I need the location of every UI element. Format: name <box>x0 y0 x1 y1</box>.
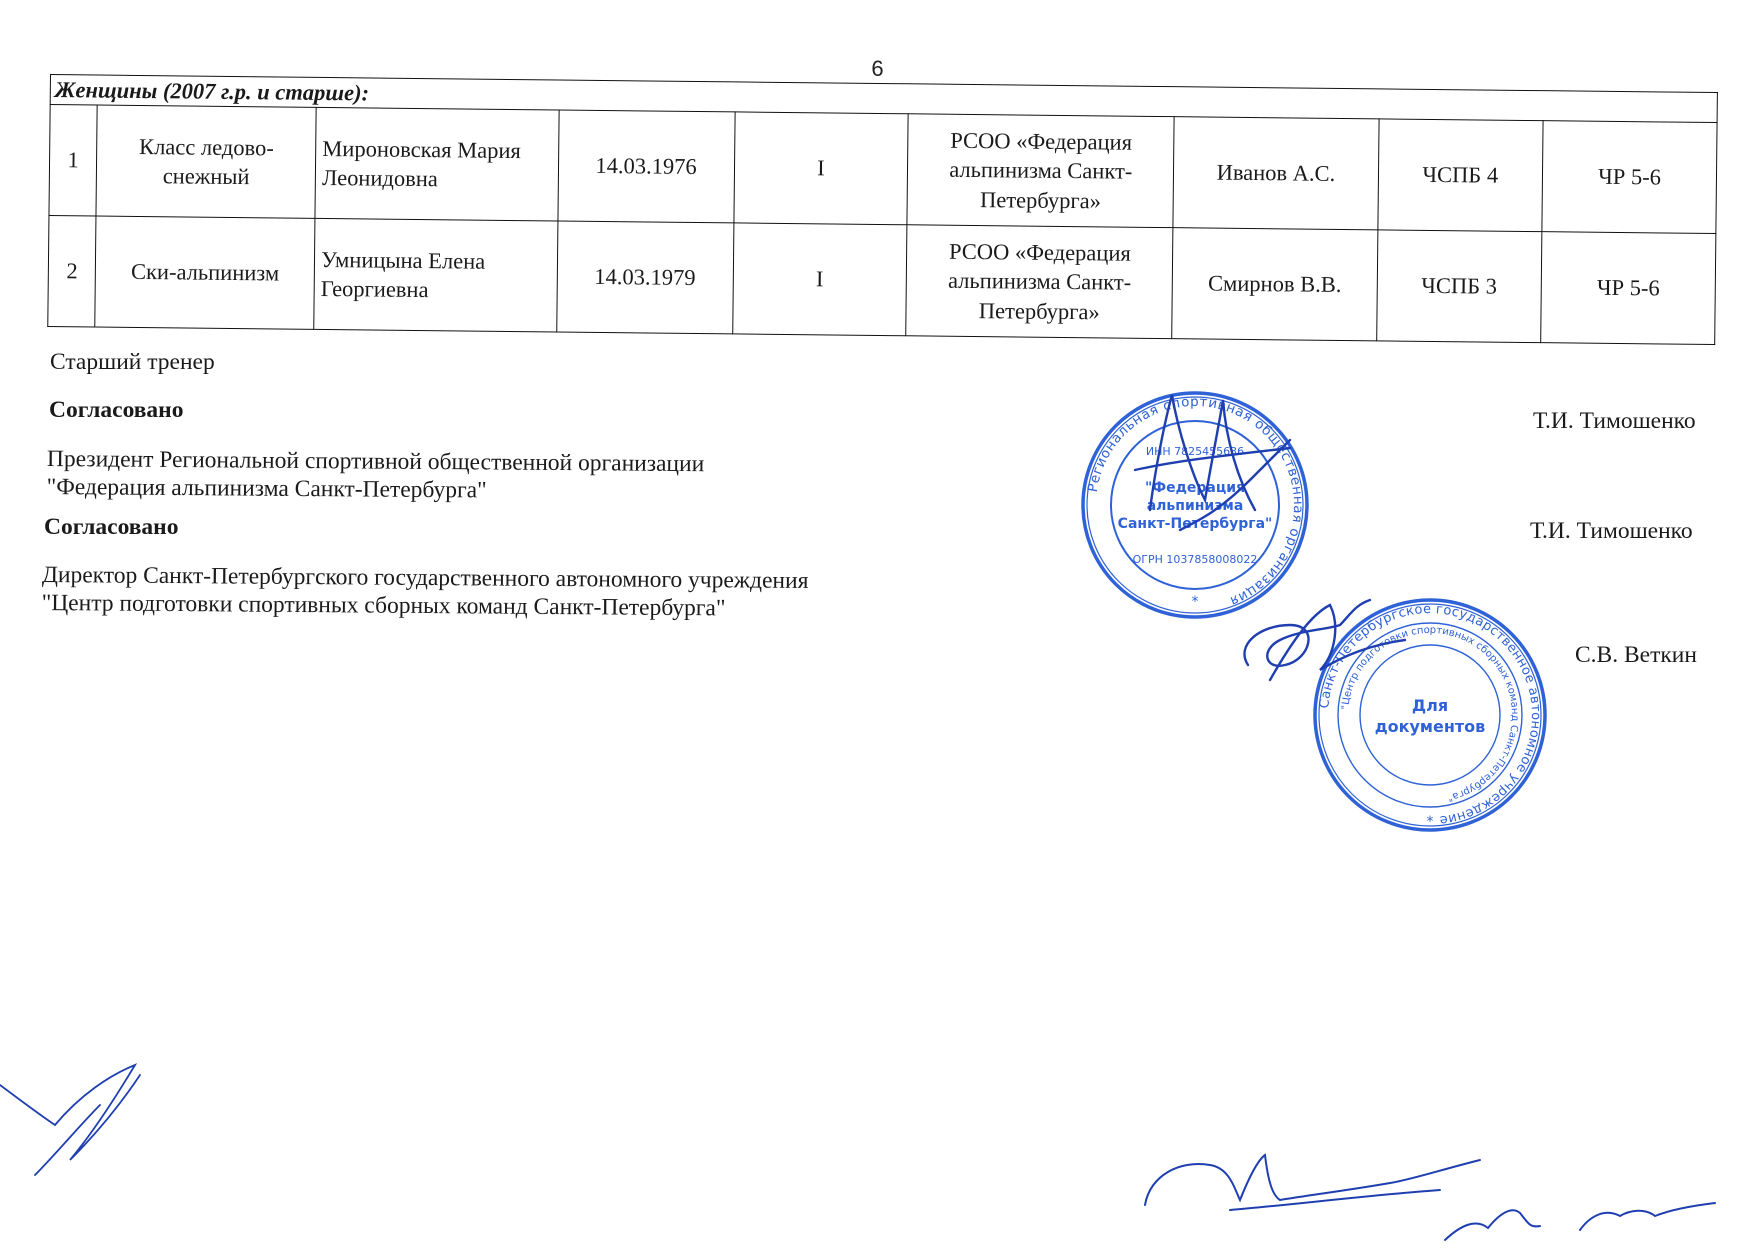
organization-cell: РСОО «Федерация альпинизма Санкт-Петербурга» <box>906 225 1173 339</box>
director-signature <box>1230 585 1430 695</box>
center-stamp-label-2: документов <box>1374 717 1486 736</box>
star-icon: * <box>1426 814 1434 830</box>
agreed-1-line1: Президент Региональной спортивной общественной организации <box>46 446 705 478</box>
federation-stamp-center-2: альпинизма <box>1146 498 1244 514</box>
president-signature <box>1117 360 1320 580</box>
senior-coach-name: Т.И. Тимошенко <box>1533 408 1696 434</box>
margin-signature-bottom-2 <box>1440 1198 1730 1248</box>
agreed-1-position <box>47 446 705 507</box>
star-icon: * <box>1191 594 1199 610</box>
target-cell: ЧР 5-6 <box>1542 121 1717 234</box>
birth-date-cell: 14.03.1976 <box>558 110 735 223</box>
agreed-2-line2: "Центр подготовки спортивных сборных команд Санкт-Петербурга" <box>41 589 726 622</box>
discipline-cell: Ски-альпинизм <box>95 216 315 329</box>
trainer-cell: Иванов А.С. <box>1173 117 1378 230</box>
agreed-2-position <box>42 562 809 623</box>
agreed-1-name: Т.И. Тимошенко <box>1530 518 1693 544</box>
qualifier-cell: ЧСПБ 4 <box>1377 119 1543 232</box>
organization-cell: РСОО «Федерация альпинизма Санкт-Петербурга» <box>907 114 1174 228</box>
agreed-2-line1: Директор Санкт-Петербургского государственного автономного учреждения <box>41 562 809 595</box>
birth-date-cell: 14.03.1979 <box>556 221 733 334</box>
federation-stamp-inn: ИНН 7825455636 <box>1145 445 1245 458</box>
row-number: 1 <box>49 105 98 217</box>
qualifier-cell: ЧСПБ 3 <box>1376 230 1542 343</box>
table-row <box>49 105 1717 234</box>
margin-signature-left <box>0 1055 160 1195</box>
athlete-name-cell: Мироновская Мария Леонидовна <box>315 107 559 221</box>
federation-stamp-center-3: Санкт-Петербурга" <box>1117 516 1273 532</box>
senior-coach-label: Старший тренер <box>50 349 215 375</box>
trainer-cell: Смирнов В.В. <box>1172 228 1377 341</box>
athlete-name-cell: Умницына Елена Георгиевна <box>314 218 558 332</box>
discipline-cell: Класс ледово-снежный <box>96 105 316 218</box>
federation-stamp-ring-text: Региональная спортивная общественная организация <box>1084 393 1307 610</box>
target-cell: ЧР 5-6 <box>1541 232 1716 345</box>
agreed-2-name: С.В. Веткин <box>1575 642 1697 668</box>
row-number: 2 <box>48 215 97 327</box>
rank-cell: I <box>733 112 908 225</box>
roster-table <box>47 74 1718 345</box>
table-row <box>48 215 1716 344</box>
page-number: 6 <box>871 56 884 81</box>
agreed-1-line2: "Федерация альпинизма Санкт-Петербурга" <box>46 473 487 504</box>
agreed-heading-1: Согласовано <box>49 397 184 423</box>
rank-cell: I <box>732 223 907 336</box>
agreed-heading-2: Согласовано <box>44 514 179 540</box>
center-stamp-ring-text: Санкт-Петербургское государственное автономное учреждение <box>1317 601 1544 828</box>
federation-stamp-ogrn: ОГРН 1037858008022 <box>1132 553 1258 566</box>
center-stamp-inner-ring-text: "Центр подготовки спортивных сборных команд Санкт-Петербурга" <box>1340 624 1521 803</box>
group-title: Женщины (2007 г.р. и старше): <box>50 75 1717 123</box>
center-stamp-label-1: Для <box>1411 696 1449 715</box>
federation-stamp-center-1: "Федерация <box>1144 480 1246 496</box>
roster-table-wrap <box>47 74 1718 345</box>
